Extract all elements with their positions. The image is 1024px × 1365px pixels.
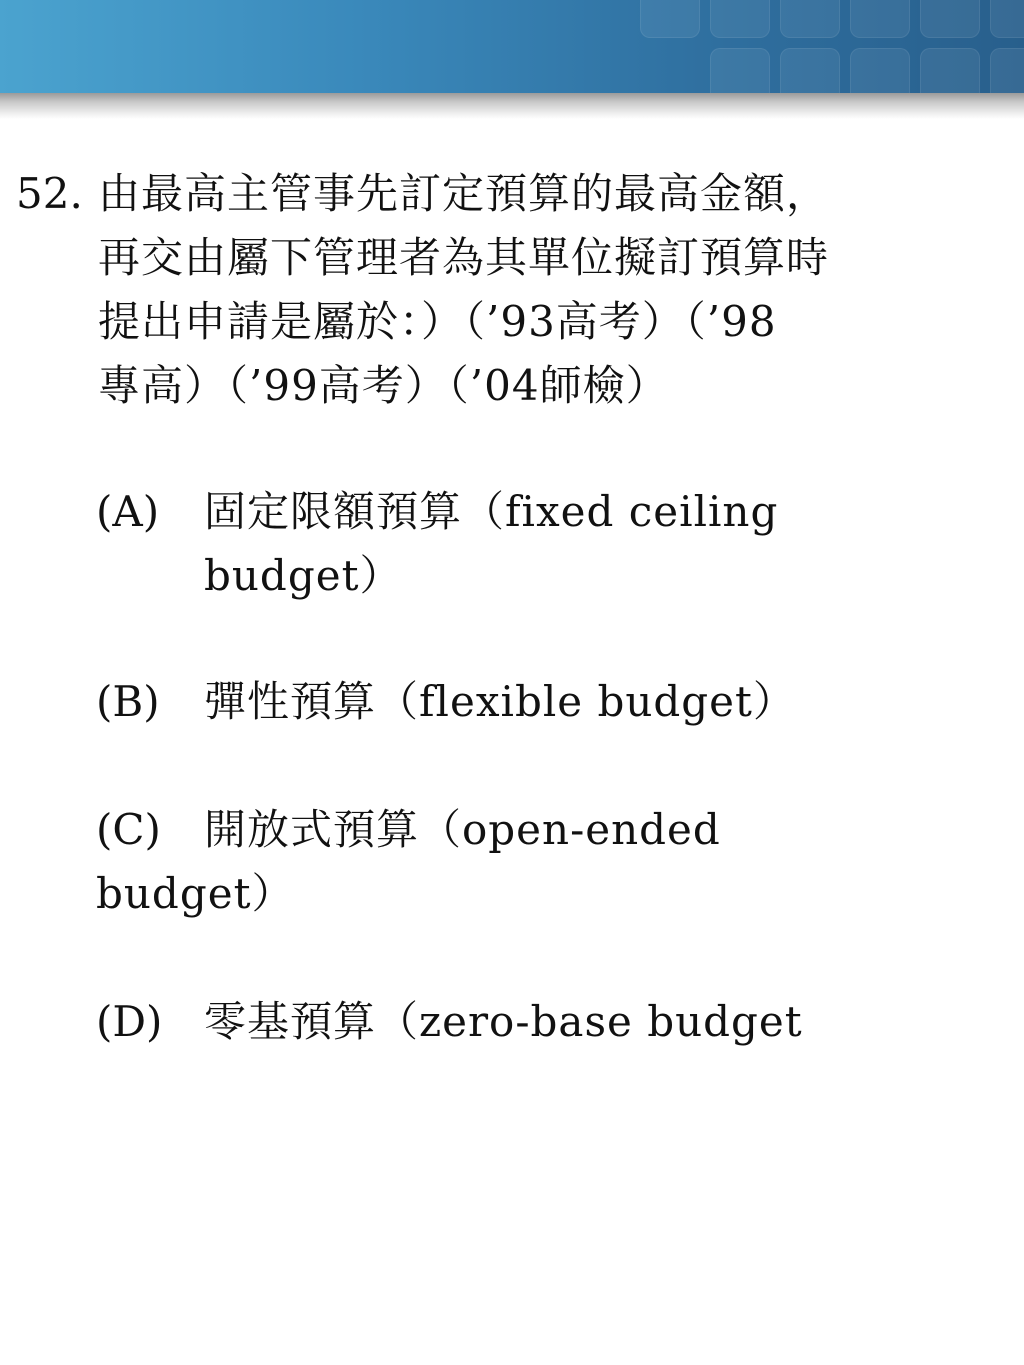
option-b-text: 彈性預算（flexible budget） (204, 677, 796, 726)
question-line: 由最高主管事先訂定預算的最高金額， (98, 169, 830, 218)
option-d-label: (D) (96, 997, 163, 1046)
question-line: 專高）（’99高考）（’04師檢） (98, 361, 669, 410)
question-number: 52. (16, 169, 83, 218)
option-c-text-cont: budget） (96, 869, 295, 918)
option-c-label: (C) (96, 805, 161, 854)
question-line: 提出申請是屬於：）（’93高考）（’98 (98, 297, 777, 346)
question-line: 再交由屬下管理者為其單位擬訂預算時 (98, 233, 830, 282)
option-a-text: 固定限額預算（fixed ceiling (204, 487, 779, 536)
option-d-text: 零基預算（zero-base budget (204, 997, 803, 1046)
option-a-label: (A) (96, 487, 160, 536)
option-b-label: (B) (96, 677, 160, 726)
option-a-text-cont: budget） (204, 551, 403, 600)
option-c-text: 開放式預算（open-ended (204, 805, 721, 854)
